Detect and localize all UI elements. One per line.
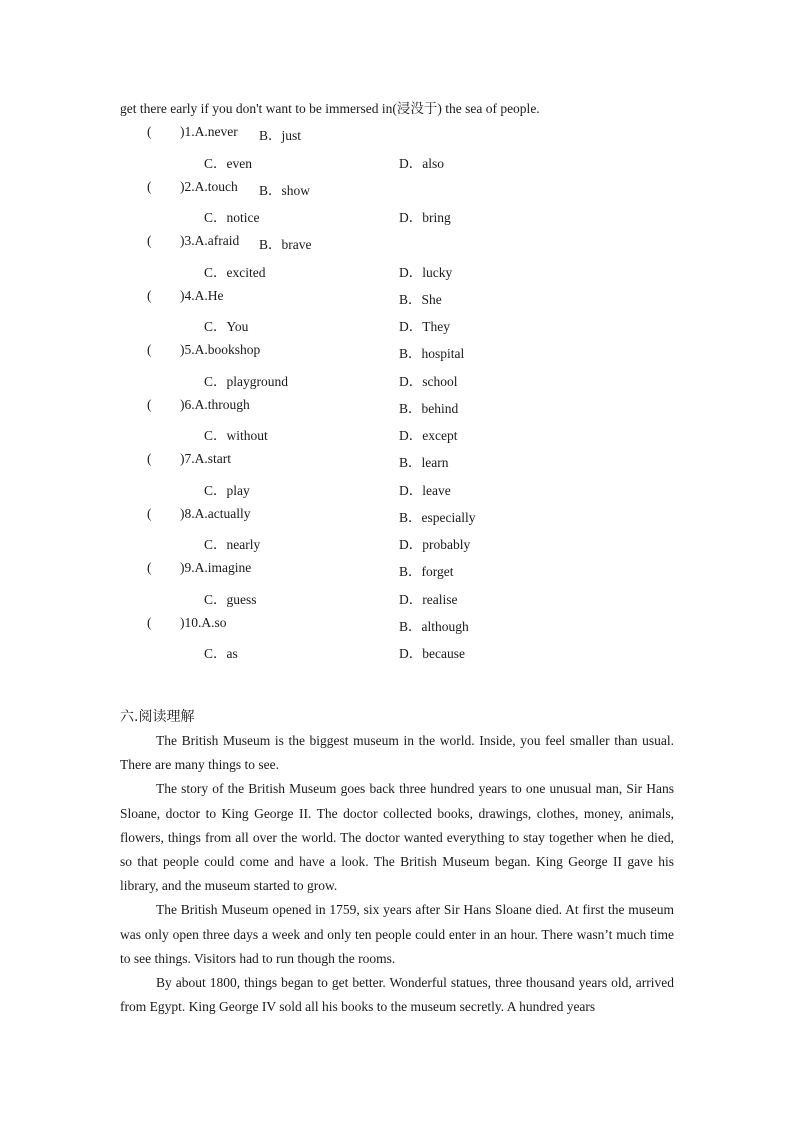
option-c: C．even bbox=[204, 155, 252, 171]
question-stem: )10.A.so bbox=[180, 614, 227, 630]
question-options-row bbox=[0, 642, 794, 664]
option-c: C．as bbox=[204, 646, 238, 661]
question-options-row bbox=[0, 533, 794, 555]
option-c: C．excited bbox=[204, 264, 266, 280]
option-d: D．because bbox=[399, 646, 465, 661]
option-d: D．probably bbox=[399, 537, 471, 552]
answer-blank-open[interactable]: ( bbox=[147, 451, 152, 466]
question-options-row bbox=[0, 424, 794, 446]
option-c: C．playground bbox=[204, 373, 288, 389]
answer-blank-open[interactable]: ( bbox=[147, 178, 152, 194]
option-d: D．except bbox=[399, 428, 458, 443]
answer-blank-open[interactable]: ( bbox=[147, 233, 152, 248]
question-stem: )2.A.touch bbox=[180, 178, 238, 194]
question-stem: )4.A.He bbox=[180, 287, 224, 303]
question-row bbox=[0, 615, 794, 637]
answer-blank-open[interactable]: ( bbox=[147, 396, 152, 412]
option-b: B．brave bbox=[259, 237, 312, 252]
question-row bbox=[0, 233, 794, 255]
passage-paragraph: By about 1800, things began to get better. Wonderful statues, three thousand years old, arrived from Egypt. King George IV sold all his books to the museum secretly. A hundred years bbox=[120, 975, 674, 1015]
question-options-row bbox=[0, 315, 794, 337]
option-d: D．also bbox=[399, 155, 444, 171]
option-b: B．especially bbox=[399, 509, 476, 525]
answer-blank-open[interactable]: ( bbox=[147, 614, 152, 630]
option-d: D．school bbox=[399, 373, 458, 389]
question-options-row bbox=[0, 261, 794, 283]
answer-blank-open[interactable]: ( bbox=[147, 287, 152, 303]
question-options-row bbox=[0, 479, 794, 501]
option-d: D．leave bbox=[399, 482, 451, 498]
answer-blank-open[interactable]: ( bbox=[147, 124, 152, 139]
option-d: D．They bbox=[399, 319, 450, 334]
option-b: B．She bbox=[399, 291, 442, 307]
question-row bbox=[0, 342, 794, 364]
question-options-row bbox=[0, 588, 794, 610]
question-options-row bbox=[0, 152, 794, 174]
option-c: C．nearly bbox=[204, 537, 261, 552]
question-options-row bbox=[0, 370, 794, 392]
question-row bbox=[0, 124, 794, 146]
question-row bbox=[0, 560, 794, 582]
question-row bbox=[0, 288, 794, 310]
option-d: D．realise bbox=[399, 591, 458, 607]
answer-blank-open[interactable]: ( bbox=[147, 342, 152, 357]
question-stem: )5.A.bookshop bbox=[180, 342, 261, 357]
answer-blank-open[interactable]: ( bbox=[147, 505, 152, 521]
option-c: C．without bbox=[204, 428, 268, 443]
option-c: C．You bbox=[204, 319, 249, 334]
option-b: B．behind bbox=[399, 400, 459, 416]
option-b: B．just bbox=[259, 128, 302, 143]
passage-paragraph: The British Museum is the biggest museum in the world. Inside, you feel smaller than usual. There are many things to see. bbox=[120, 733, 674, 773]
question-stem: )7.A.start bbox=[180, 451, 231, 466]
option-b: B．although bbox=[399, 618, 469, 634]
question-stem: )1.A.never bbox=[180, 124, 238, 139]
section-title: 六.阅读理解 bbox=[120, 709, 195, 725]
option-c: C．notice bbox=[204, 210, 260, 225]
question-options-row bbox=[0, 206, 794, 228]
option-b: B．show bbox=[259, 182, 311, 198]
question-row bbox=[0, 506, 794, 528]
option-b: B．learn bbox=[399, 455, 449, 470]
option-c: C．play bbox=[204, 482, 250, 498]
question-stem: )9.A.imagine bbox=[180, 560, 252, 575]
option-d: D．bring bbox=[399, 210, 451, 225]
question-row bbox=[0, 451, 794, 473]
question-row bbox=[0, 397, 794, 419]
passage-paragraph: The story of the British Museum goes back three hundred years to one unusual man, Sir Hans Sloane, doctor to King George II. The doctor collected books, drawings, clothes, money, animals, flowers, things from all over the world. The doctor wanted everything to stay together when he died, so that people could come and have a look. The British Museum began. King George II gave his library, and the museum started to grow. bbox=[120, 781, 674, 894]
question-row bbox=[0, 179, 794, 201]
passage-paragraph: The British Museum opened in 1759, six years after Sir Hans Sloane died. At first the museum was only open three days a week and only ten people could enter in an hour. There wasn’t much time to see things. Visitors had to run though the rooms. bbox=[120, 902, 674, 966]
question-stem: )3.A.afraid bbox=[180, 233, 240, 248]
question-stem: )6.A.through bbox=[180, 396, 250, 412]
reading-passage bbox=[120, 729, 674, 1019]
intro-line: get there early if you don't want to be immersed in(浸没于) the sea of people. bbox=[120, 101, 540, 116]
option-c: C．guess bbox=[204, 591, 257, 607]
option-b: B．hospital bbox=[399, 346, 465, 361]
question-stem: )8.A.actually bbox=[180, 505, 251, 521]
answer-blank-open[interactable]: ( bbox=[147, 560, 152, 575]
option-b: B．forget bbox=[399, 564, 454, 579]
option-d: D．lucky bbox=[399, 264, 453, 280]
